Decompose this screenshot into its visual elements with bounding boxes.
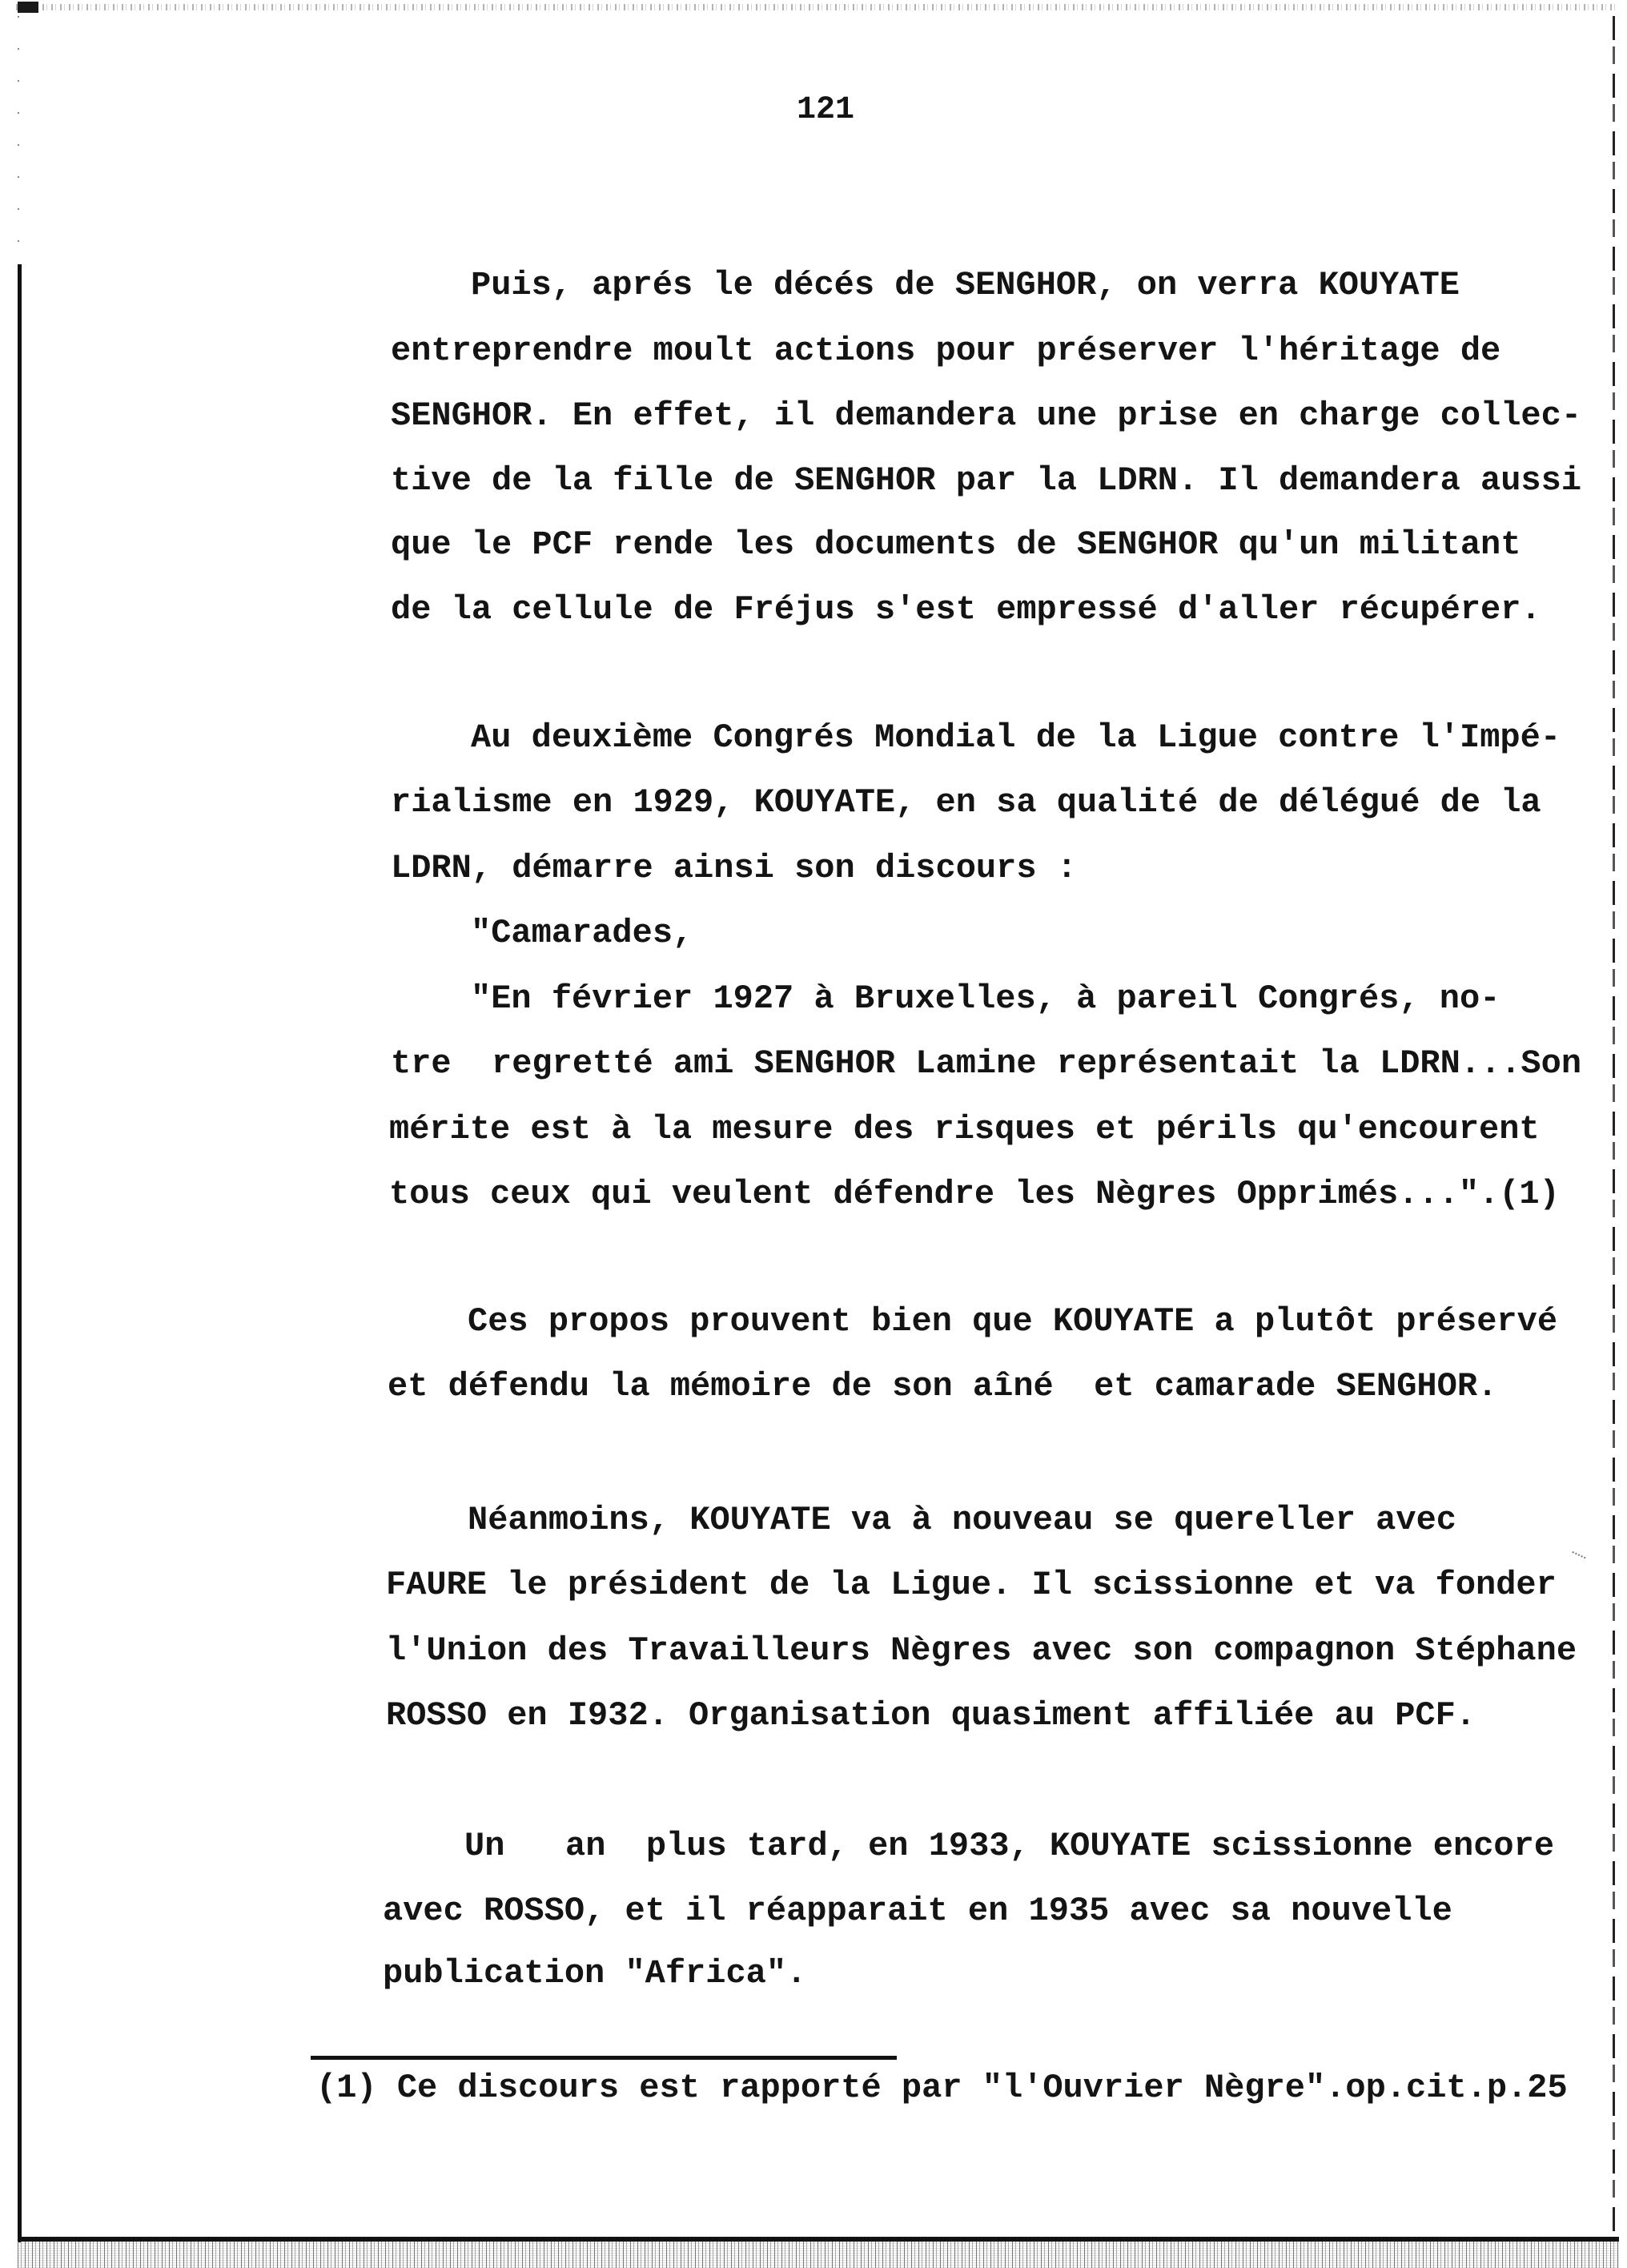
text-line: Un an plus tard, en 1933, KOUYATE scissionne encore <box>464 1827 1555 1865</box>
scan-bottom-edge-noise <box>18 2242 1619 2268</box>
text-line: publication "Africa". <box>383 1954 807 1993</box>
text-line: que le PCF rende les documents de SENGHOR qu'un militant <box>391 525 1521 564</box>
text-line: Au deuxième Congrés Mondial de la Ligue contre l'Impé- <box>471 718 1561 757</box>
text-line: Ces propos prouvent bien que KOUYATE a plutôt préservé <box>468 1302 1558 1341</box>
text-line: de la cellule de Fréjus s'est empressé d'aller récupérer. <box>391 590 1541 629</box>
text-line: rialisme en 1929, KOUYATE, en sa qualité de délégué de la <box>391 783 1541 822</box>
text-line: SENGHOR. En effet, il demandera une prise en charge collec- <box>391 396 1582 435</box>
text-line: entreprendre moult actions pour préserver l'héritage de <box>391 332 1501 370</box>
footnote-separator <box>311 2056 897 2060</box>
text-line: Puis, aprés le décés de SENGHOR, on verra KOUYATE <box>471 266 1460 304</box>
text-line: avec ROSSO, et il réapparait en 1935 avec sa nouvelle <box>383 1892 1452 1930</box>
scan-top-edge-noise <box>16 4 1617 10</box>
text-line: tive de la fille de SENGHOR par la LDRN. Il demandera aussi <box>391 461 1582 500</box>
quote-line: tous ceux qui veulent défendre les Nègres Opprimés...".(1) <box>389 1175 1560 1213</box>
scan-corner-mark <box>18 2 38 13</box>
margin-smudge <box>1567 1551 1585 1569</box>
text-line: LDRN, démarre ainsi son discours : <box>391 849 1077 887</box>
text-line: et défendu la mémoire de son aîné et camarade SENGHOR. <box>388 1367 1498 1405</box>
quote-line: "Camarades, <box>471 914 693 952</box>
quote-line: tre regretté ami SENGHOR Lamine représentait la LDRN...Son <box>391 1044 1582 1083</box>
quote-line: mérite est à la mesure des risques et périls qu'encourent <box>389 1110 1540 1148</box>
text-line: l'Union des Travailleurs Nègres avec son compagnon Stéphane <box>386 1631 1577 1670</box>
scan-left-edge-line <box>18 264 22 2242</box>
text-line: ROSSO en I932. Organisation quasiment affiliée au PCF. <box>386 1696 1476 1735</box>
scan-left-edge-faint <box>18 16 19 264</box>
scan-right-edge-line <box>1613 16 1615 2238</box>
footnote-1: (1) Ce discours est rapporté par "l'Ouvrier Nègre".op.cit.p.25 <box>316 2069 1568 2107</box>
quote-line: "En février 1927 à Bruxelles, à pareil Congrés, no- <box>471 979 1500 1018</box>
text-line: Néanmoins, KOUYATE va à nouveau se quereller avec <box>468 1501 1457 1539</box>
text-line: FAURE le président de la Ligue. Il scissionne et va fonder <box>386 1566 1557 1604</box>
page-number: 121 <box>797 92 855 128</box>
